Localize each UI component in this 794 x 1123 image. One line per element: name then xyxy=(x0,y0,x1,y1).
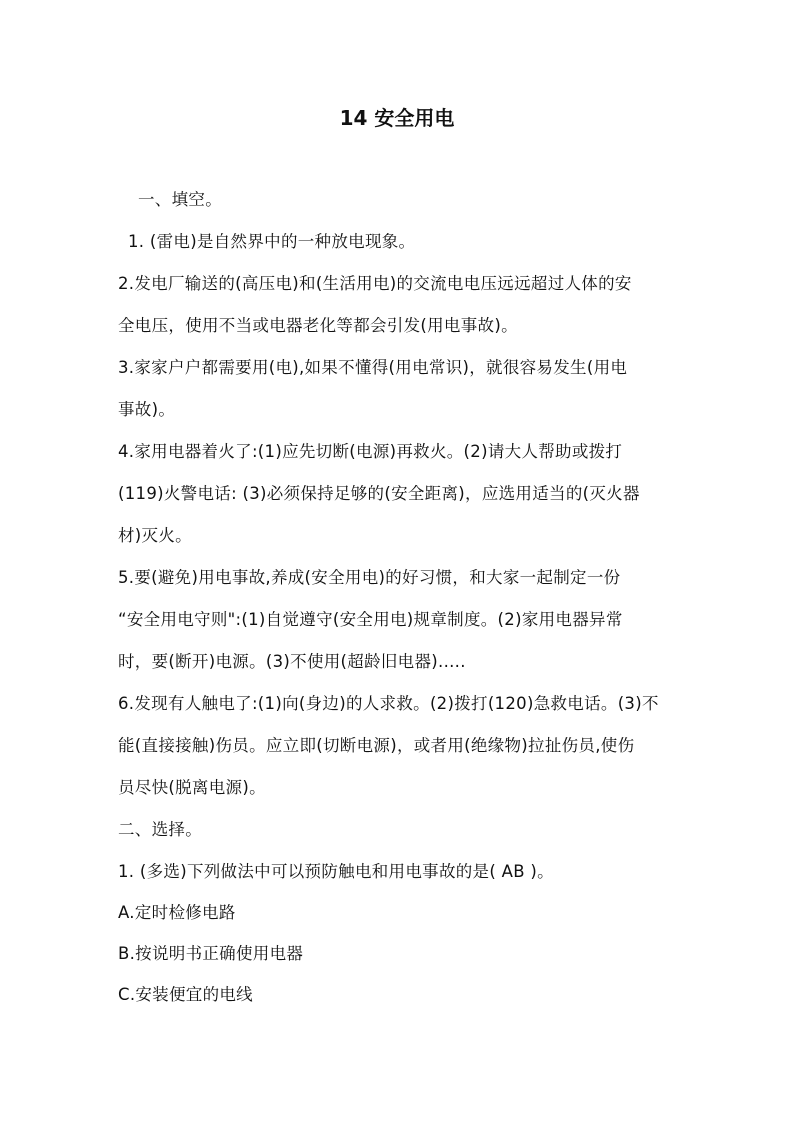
text-line: 2.发电厂输送的(高压电)和(生活用电)的交流电电压远远超过人体的安 xyxy=(118,274,632,293)
option-c: C.安装便宜的电线 xyxy=(118,985,253,1004)
question-text: 1. (多选)下列做法中可以预防触电和用电事故的是( AB )。 xyxy=(118,862,554,881)
text-line: 4.家用电器着火了:(1)应先切断(电源)再救火。(2)请大人帮助或拨打 xyxy=(118,442,623,461)
text-line: (119)火警电话: (3)必须保持足够的(安全距离)，应选用适当的(灭火器 xyxy=(118,484,640,503)
section-heading-fill-blank: 一、填空。 xyxy=(138,190,222,209)
text-line: 全电压，使用不当或电器老化等都会引发(用电事故)。 xyxy=(118,316,518,335)
text-line: 员尽快(脱离电源)。 xyxy=(118,778,266,797)
text-line: 5.要(避免)用电事故,养成(安全用电)的好习惯，和大家一起制定一份 xyxy=(118,568,621,587)
text-line: 3.家家户户都需要用(电),如果不懂得(用电常识)，就很容易发生(用电 xyxy=(118,358,628,377)
text-line: 1. (雷电)是自然界中的一种放电现象。 xyxy=(128,232,416,251)
text-line: 6.发现有人触电了:(1)向(身边)的人求救。(2)拨打(120)急救电话。(3)不 xyxy=(118,694,659,713)
page-title: 14 安全用电 xyxy=(339,106,455,130)
text-line: 能(直接接触)伤员。应立即(切断电源)，或者用(绝缘物)拉扯伤员,使伤 xyxy=(118,736,635,755)
text-line: “安全用电守则":(1)自觉遵守(安全用电)规章制度。(2)家用电器异常 xyxy=(118,610,623,629)
section-heading-choice: 二、选择。 xyxy=(118,820,202,839)
text-line: 时，要(断开)电源。(3)不使用(超龄旧电器)..... xyxy=(118,652,466,671)
option-a: A.定时检修电路 xyxy=(118,903,236,922)
text-line: 材)灭火。 xyxy=(118,526,192,545)
text-line: 事故)。 xyxy=(118,400,176,419)
option-b: B.按说明书正确使用电器 xyxy=(118,944,304,963)
